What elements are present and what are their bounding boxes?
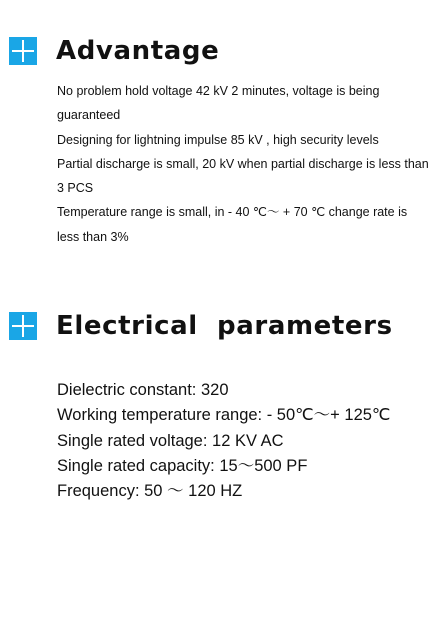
parameter-item: Single rated voltage: 12 KV AC bbox=[57, 431, 284, 450]
plus-box-icon bbox=[9, 312, 37, 340]
advantage-item: Partial discharge is small, 20 kV when partial discharge is less than 3 PCS bbox=[57, 156, 429, 196]
parameter-item: Working temperature range: - 50℃～+ 125℃ bbox=[57, 406, 391, 425]
advantage-item: Temperature range is small, in - 40 ℃～ + 70 ℃ change rate is less than 3% bbox=[57, 205, 408, 244]
parameter-item: Dielectric constant: 320 bbox=[57, 381, 229, 399]
plus-box-icon bbox=[9, 37, 37, 65]
advantage-item: No problem hold voltage 42 kV 2 minutes, voltage is being guaranteed bbox=[57, 84, 380, 123]
advantage-list bbox=[57, 79, 429, 249]
parameter-item: Single rated capacity: 15～500 PF bbox=[57, 456, 308, 475]
electrical-heading: Electrical parameters bbox=[56, 311, 393, 341]
electrical-section-header bbox=[9, 311, 393, 341]
advantage-heading: Advantage bbox=[56, 36, 220, 66]
electrical-parameters-list bbox=[57, 378, 435, 504]
advantage-item: Designing for lightning impulse 85 kV , high security levels bbox=[57, 132, 379, 147]
parameter-item: Frequency: 50 ～ 120 HZ bbox=[57, 482, 243, 501]
advantage-section-header bbox=[9, 36, 219, 66]
